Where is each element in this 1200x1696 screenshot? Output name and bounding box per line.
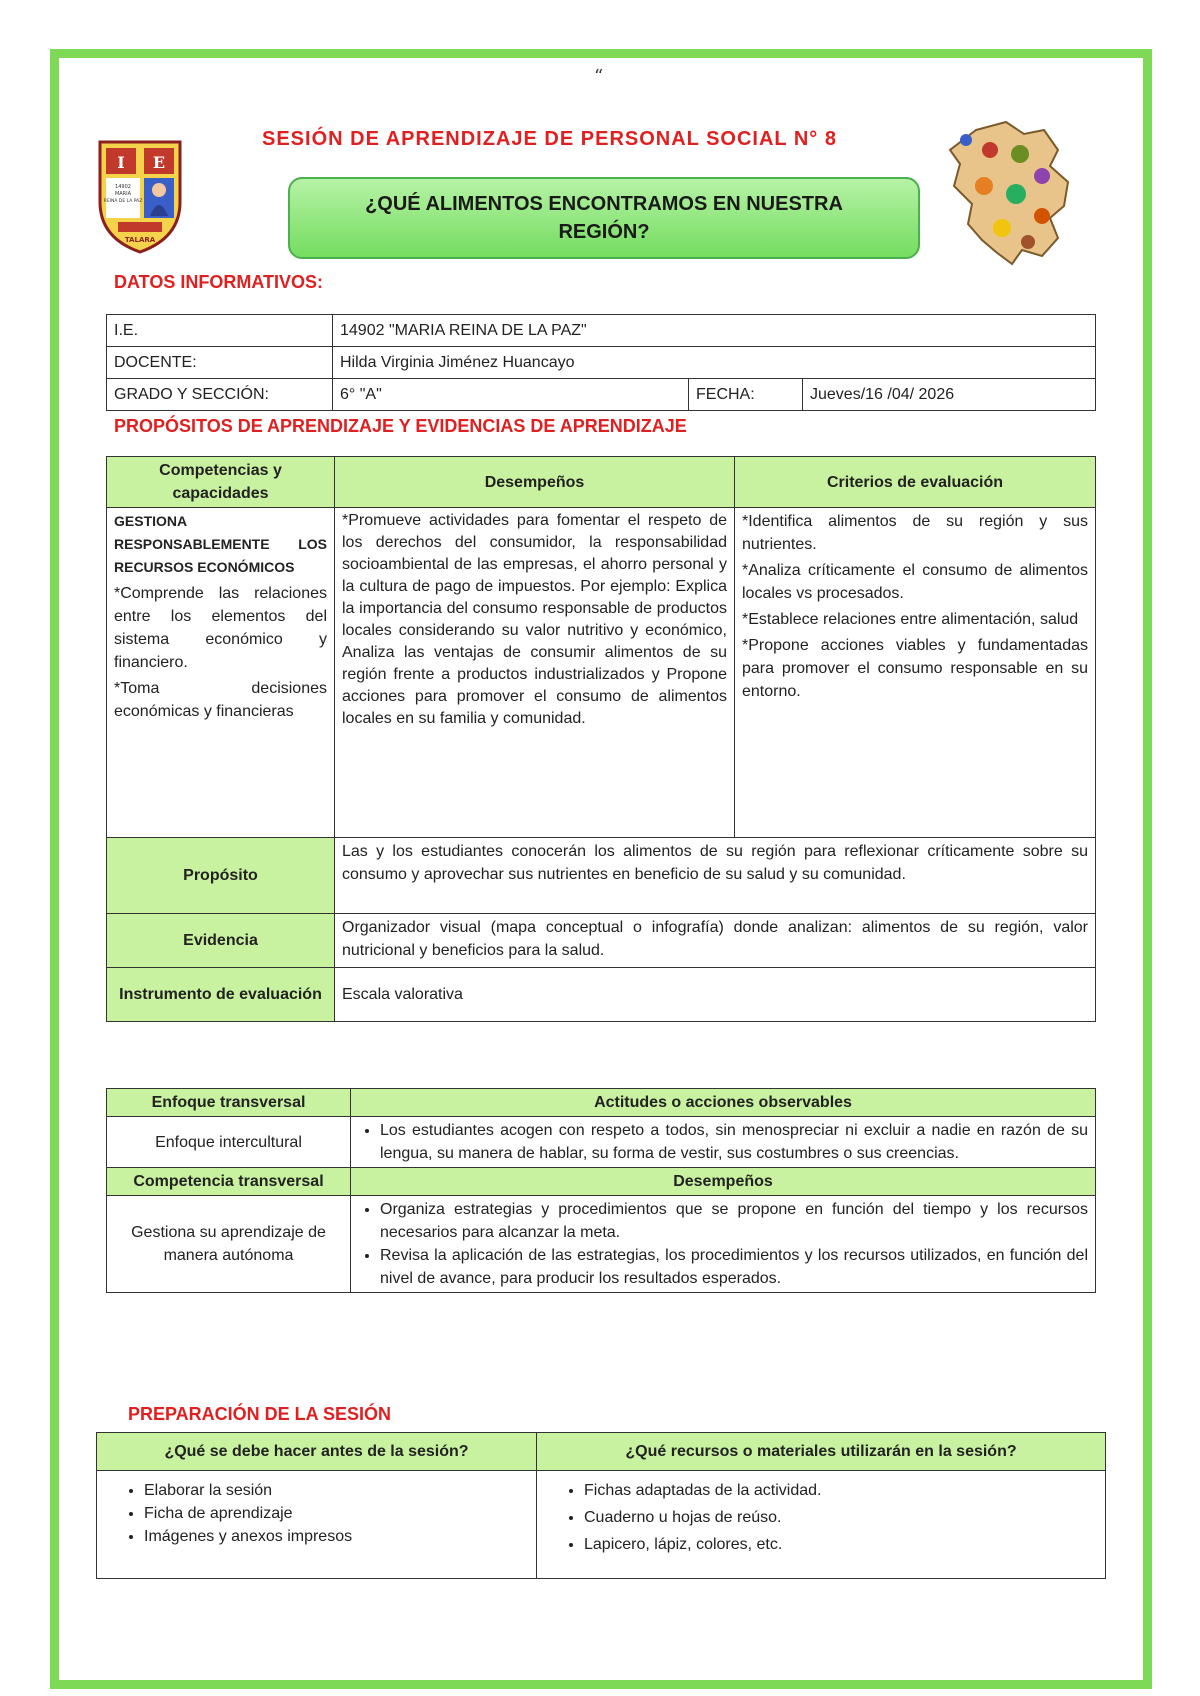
list-item: • Ficha de aprendizaje [144, 1502, 529, 1525]
desempenos-transversal-cell [351, 1196, 1096, 1293]
svg-text:TALARA: TALARA [124, 236, 156, 244]
instrumento-text: Escala valorativa [335, 968, 1096, 1022]
list-item: • Lapicero, lápiz, colores, etc. [584, 1533, 1098, 1556]
session-title: SESIÓN DE APRENDIZAJE DE PERSONAL SOCIAL N° 8 [262, 128, 837, 150]
svg-text:I: I [117, 153, 125, 172]
list-item: • Fichas adaptadas de la actividad. [584, 1479, 1098, 1502]
proposito-text: Las y los estudiantes conocerán los alimentos de su región para reflexionar críticamente sobre su consumo y aprovechar sus nutrientes en beneficio de su salud y su comunidad. [335, 838, 1096, 914]
svg-text:14902: 14902 [115, 184, 131, 190]
list-item: • Cuaderno u hojas de reúso. [584, 1506, 1098, 1529]
propositos-heading: PROPÓSITOS DE APRENDIZAJE Y EVIDENCIAS DE APRENDIZAJE [114, 416, 687, 436]
school-logo [96, 138, 184, 254]
capacidad-1: *Comprende las relaciones entre los elementos del sistema económico y financiero. [114, 585, 327, 671]
list-item: • Organiza estrategias y procedimientos que se propone en función del tiempo y los recursos necesarios para alcanzar la meta. [380, 1198, 1088, 1244]
criterio-item: *Identifica alimentos de su región y sus nutrientes. [742, 513, 1088, 553]
table-row [97, 1471, 1106, 1579]
table-row [107, 968, 1096, 1022]
criterio-item: *Establece relaciones entre alimentación, salud [742, 611, 1079, 628]
grado-label: GRADO Y SECCIÓN: [107, 379, 333, 411]
enfoque-name: Enfoque intercultural [107, 1117, 351, 1168]
col-desempenos-transversal: Desempeños [351, 1168, 1096, 1196]
list-item: • Los estudiantes acogen con respeto a todos, sin menospreciar ni excluir a nadie en razón de su lengua, su manera de hablar, su forma de vestir, sus costumbres o sus creencias. [380, 1119, 1088, 1165]
fecha-label: FECHA: [689, 379, 803, 411]
table-row [107, 315, 1096, 347]
enfoques-table [106, 1088, 1096, 1293]
col-actitudes: Actitudes o acciones observables [351, 1089, 1096, 1117]
table-row [107, 838, 1096, 914]
col-criterios: Criterios de evaluación [735, 457, 1096, 508]
list-item: • Revisa la aplicación de las estrategias, los procedimientos y los recursos utilizados, en función del nivel de avance, para producir los resultados esperados. [380, 1244, 1088, 1290]
svg-text:MARIA: MARIA [114, 191, 132, 197]
col-desempenos: Desempeños [335, 457, 735, 508]
col-competencias: Competencias y capacidades [107, 457, 335, 508]
preparacion-heading: PREPARACIÓN DE LA SESIÓN [128, 1404, 392, 1424]
criterio-item: *Propone acciones viables y fundamentadas para promover el consumo responsable en su entorno. [742, 637, 1088, 700]
docente-label: DOCENTE: [107, 347, 333, 379]
table-row [97, 1433, 1106, 1471]
competencia-title: GESTIONA RESPONSABLEMENTE LOS RECURSOS ECONÓMICOS [114, 513, 327, 575]
ie-value: 14902 "MARIA REINA DE LA PAZ" [333, 315, 1096, 347]
capacidad-2: *Toma decisiones económicas y financieras [114, 680, 327, 720]
svg-text:REINA DE LA PAZ: REINA DE LA PAZ [103, 199, 143, 204]
svg-text:E: E [152, 153, 166, 172]
instrumento-label: Instrumento de evaluación [107, 968, 335, 1022]
evidencia-label: Evidencia [107, 914, 335, 968]
table-row [107, 457, 1096, 508]
propositos-table [106, 456, 1096, 1022]
criterio-item: *Analiza críticamente el consumo de alimentos locales vs procesados. [742, 562, 1088, 602]
proposito-label: Propósito [107, 838, 335, 914]
competencias-cell [107, 508, 335, 838]
evidencia-text: Organizador visual (mapa conceptual o infografía) donde analizan: alimentos de su región, valor nutricional y beneficios para la salud. [335, 914, 1096, 968]
preparacion-table [96, 1432, 1106, 1579]
recursos-cell [537, 1471, 1106, 1579]
list-item: • Imágenes y anexos impresos [144, 1525, 529, 1548]
criterios-cell [735, 508, 1096, 838]
table-row [107, 1168, 1096, 1196]
table-row [107, 1196, 1096, 1293]
main-title: ¿QUÉ ALIMENTOS ENCONTRAMOS EN NUESTRA REGIÓN? [288, 177, 920, 259]
col-competencia: Competencia transversal [107, 1168, 351, 1196]
docente-value: Hilda Virginia Jiménez Huancayo [333, 347, 1096, 379]
fecha-value: Jueves/16 /04/ 2026 [803, 379, 1096, 411]
table-row [107, 1089, 1096, 1117]
desempeno-cell: *Promueve actividades para fomentar el respeto de los derechos del consumidor, la responsabilidad socioambiental de las empresas, el ahorro personal y la cultura de pago de impuestos. Por ejemplo: Explica la importancia del consumo responsable de productos locales considerando su valor nutritivo y económico, Analiza las ventajas de consumir alimentos de su región frente a productos industrializados y Propone acciones para promover el consumo de alimentos locales en su familia y comunidad. [335, 508, 735, 838]
table-row [107, 347, 1096, 379]
ie-label: I.E. [107, 315, 333, 347]
datos-heading: DATOS INFORMATIVOS: [114, 272, 323, 292]
quote-mark: “ [594, 66, 604, 87]
table-row [107, 914, 1096, 968]
table-row [107, 1117, 1096, 1168]
actitud-cell [351, 1117, 1096, 1168]
table-row [107, 508, 1096, 838]
food-map-image [946, 120, 1076, 268]
antes-cell [97, 1471, 537, 1579]
col-enfoque: Enfoque transversal [107, 1089, 351, 1117]
grado-value: 6° "A" [333, 379, 689, 411]
competencia-name: Gestiona su aprendizaje de manera autónoma [107, 1196, 351, 1293]
col-recursos: ¿Qué recursos o materiales utilizarán en la sesión? [537, 1433, 1106, 1471]
list-item: • Elaborar la sesión [144, 1479, 529, 1502]
datos-table [106, 314, 1096, 411]
col-antes: ¿Qué se debe hacer antes de la sesión? [97, 1433, 537, 1471]
table-row [107, 379, 1096, 411]
